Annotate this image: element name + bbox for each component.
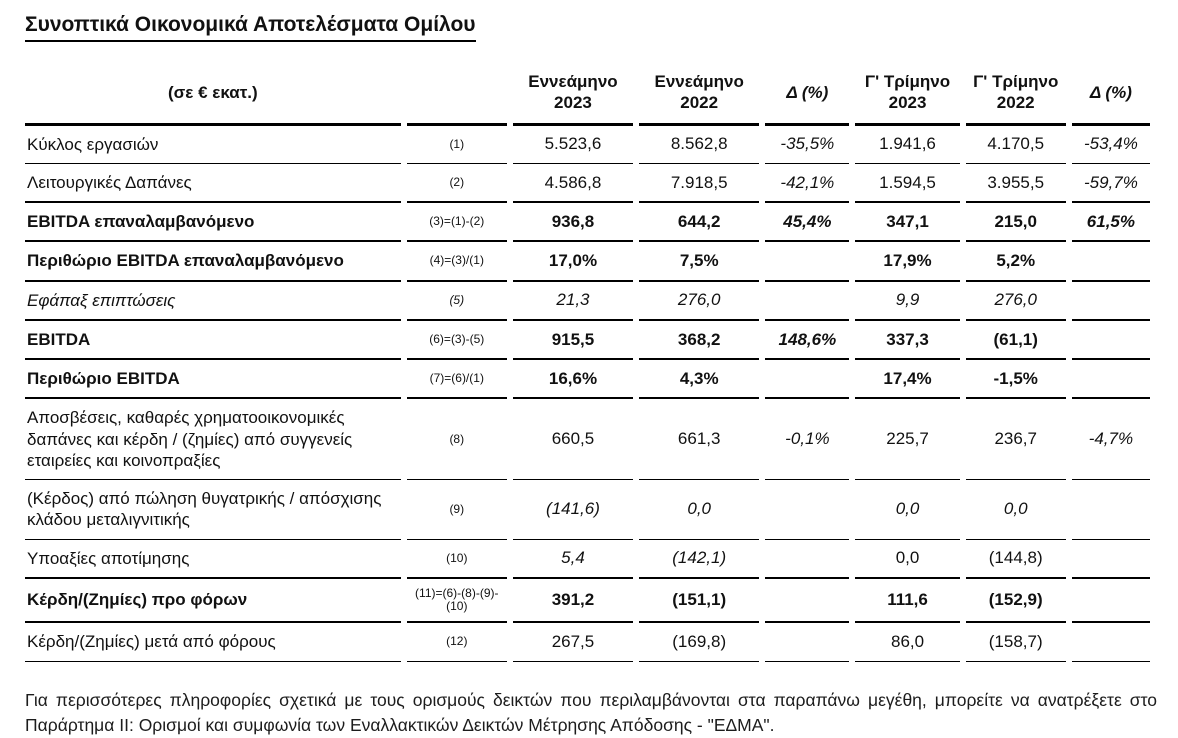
unit-header: (σε € εκατ.) (25, 64, 401, 125)
col-header-q3-2022: Γ' Τρίμηνο 2022 (966, 64, 1066, 125)
cell-value: 644,2 (639, 203, 759, 242)
cell-value: 337,3 (855, 321, 959, 360)
cell-value: -35,5% (765, 126, 849, 164)
cell-value: 4.170,5 (966, 126, 1066, 164)
cell-value: 236,7 (966, 399, 1066, 480)
cell-value: (152,9) (966, 579, 1066, 623)
row-label: Υποαξίες αποτίμησης (25, 540, 401, 579)
cell-value: -1,5% (966, 360, 1066, 399)
cell-value: -59,7% (1072, 164, 1150, 203)
cell-value: 21,3 (513, 282, 633, 321)
cell-value: 7,5% (639, 242, 759, 281)
cell-value: (169,8) (639, 623, 759, 661)
cell-value (765, 242, 849, 281)
cell-value: 1.594,5 (855, 164, 959, 203)
footnote: Για περισσότερες πληροφορίες σχετικά με τους ορισμούς δεικτών που περιλαμβάνονται στα παραπάνω μεγέθη, μπορείτε να ανατρέξετε στο Παράρτημα II: Ορισμοί και συμφωνία των Εναλλακτικών Δεικτών Μέτρησης Απόδοσης - "ΕΔΜΑ". (25, 689, 1157, 735)
cell-value: -42,1% (765, 164, 849, 203)
cell-value: 0,0 (966, 480, 1066, 540)
page-title: Συνοπτικά Οικονομικά Αποτελέσματα Ομίλου (25, 12, 476, 42)
cell-value: 61,5% (1072, 203, 1150, 242)
cell-value: 17,9% (855, 242, 959, 281)
cell-value: 267,5 (513, 623, 633, 661)
row-ref: (6)=(3)-(5) (407, 321, 507, 360)
cell-value (1072, 480, 1150, 540)
cell-value: 5,2% (966, 242, 1066, 281)
table-row (25, 321, 1150, 360)
cell-value (1072, 540, 1150, 579)
row-ref: (10) (407, 540, 507, 579)
cell-value: 215,0 (966, 203, 1066, 242)
row-ref: (5) (407, 282, 507, 321)
cell-value: 3.955,5 (966, 164, 1066, 203)
col-header-delta-9m: Δ (%) (765, 64, 849, 125)
cell-value (765, 480, 849, 540)
table-row (25, 242, 1150, 281)
row-ref: (12) (407, 623, 507, 661)
cell-value: 111,6 (855, 579, 959, 623)
cell-value (765, 360, 849, 399)
cell-value: 276,0 (966, 282, 1066, 321)
row-label: Περιθώριο EBITDA επαναλαμβανόμενο (25, 242, 401, 281)
cell-value: 4,3% (639, 360, 759, 399)
cell-value: 5,4 (513, 540, 633, 579)
cell-value: 0,0 (855, 540, 959, 579)
table-row (25, 203, 1150, 242)
row-ref: (1) (407, 126, 507, 164)
col-header-q3-2023: Γ' Τρίμηνο 2023 (855, 64, 959, 125)
cell-value (1072, 321, 1150, 360)
row-ref: (7)=(6)/(1) (407, 360, 507, 399)
table-row (25, 480, 1150, 540)
cell-value (1072, 579, 1150, 623)
cell-value: 4.586,8 (513, 164, 633, 203)
cell-value: 8.562,8 (639, 126, 759, 164)
row-label: Εφάπαξ επιπτώσεις (25, 282, 401, 321)
table-row (25, 164, 1150, 203)
cell-value: 17,4% (855, 360, 959, 399)
cell-value: (158,7) (966, 623, 1066, 661)
cell-value: (141,6) (513, 480, 633, 540)
row-ref: (8) (407, 399, 507, 480)
cell-value: 148,6% (765, 321, 849, 360)
cell-value: -53,4% (1072, 126, 1150, 164)
col-header-9m-2022: Εννεάμηνο 2022 (639, 64, 759, 125)
row-label: Λειτουργικές Δαπάνες (25, 164, 401, 203)
cell-value: 660,5 (513, 399, 633, 480)
table-row (25, 282, 1150, 321)
table-header-row (25, 64, 1150, 125)
row-label: EBITDA επαναλαμβανόμενο (25, 203, 401, 242)
cell-value: 0,0 (855, 480, 959, 540)
cell-value: 936,8 (513, 203, 633, 242)
row-ref: (3)=(1)-(2) (407, 203, 507, 242)
cell-value: 5.523,6 (513, 126, 633, 164)
financial-results-table (19, 64, 1156, 661)
table-row (25, 360, 1150, 399)
cell-value (1072, 242, 1150, 281)
row-label: Κύκλος εργασιών (25, 126, 401, 164)
cell-value: 45,4% (765, 203, 849, 242)
row-label: Αποσβέσεις, καθαρές χρηματοοικονομικές δαπάνες και κέρδη / (ζημίες) από συγγενείς εταιρείες και κοινοπραξίες (25, 399, 401, 480)
cell-value (765, 540, 849, 579)
cell-value (1072, 360, 1150, 399)
col-header-delta-q3: Δ (%) (1072, 64, 1150, 125)
row-ref: (4)=(3)/(1) (407, 242, 507, 281)
cell-value: (61,1) (966, 321, 1066, 360)
table-row (25, 126, 1150, 164)
row-label: Κέρδη/(Ζημίες) προ φόρων (25, 579, 401, 623)
cell-value: -0,1% (765, 399, 849, 480)
table-row (25, 579, 1150, 623)
cell-value: 9,9 (855, 282, 959, 321)
cell-value: (151,1) (639, 579, 759, 623)
row-ref: (2) (407, 164, 507, 203)
table-row (25, 540, 1150, 579)
ref-column-header (407, 64, 507, 125)
cell-value: 661,3 (639, 399, 759, 480)
cell-value: -4,7% (1072, 399, 1150, 480)
cell-value: 16,6% (513, 360, 633, 399)
cell-value: 347,1 (855, 203, 959, 242)
cell-value: 915,5 (513, 321, 633, 360)
row-ref: (9) (407, 480, 507, 540)
cell-value: 1.941,6 (855, 126, 959, 164)
row-label: Περιθώριο EBITDA (25, 360, 401, 399)
cell-value (765, 282, 849, 321)
row-label: EBITDA (25, 321, 401, 360)
table-row (25, 623, 1150, 661)
cell-value: 7.918,5 (639, 164, 759, 203)
cell-value (765, 623, 849, 661)
cell-value: 276,0 (639, 282, 759, 321)
cell-value: 225,7 (855, 399, 959, 480)
col-header-9m-2023: Εννεάμηνο 2023 (513, 64, 633, 125)
cell-value (1072, 623, 1150, 661)
cell-value: 391,2 (513, 579, 633, 623)
cell-value: (144,8) (966, 540, 1066, 579)
cell-value: (142,1) (639, 540, 759, 579)
table-row (25, 399, 1150, 480)
cell-value: 368,2 (639, 321, 759, 360)
cell-value: 17,0% (513, 242, 633, 281)
row-ref: (11)=(6)-(8)-(9)-(10) (407, 579, 507, 623)
row-label: (Κέρδος) από πώληση θυγατρικής / απόσχισης κλάδου μεταλιγνιτικής (25, 480, 401, 540)
cell-value (1072, 282, 1150, 321)
row-label: Κέρδη/(Ζημίες) μετά από φόρους (25, 623, 401, 661)
cell-value (765, 579, 849, 623)
cell-value: 0,0 (639, 480, 759, 540)
cell-value: 86,0 (855, 623, 959, 661)
